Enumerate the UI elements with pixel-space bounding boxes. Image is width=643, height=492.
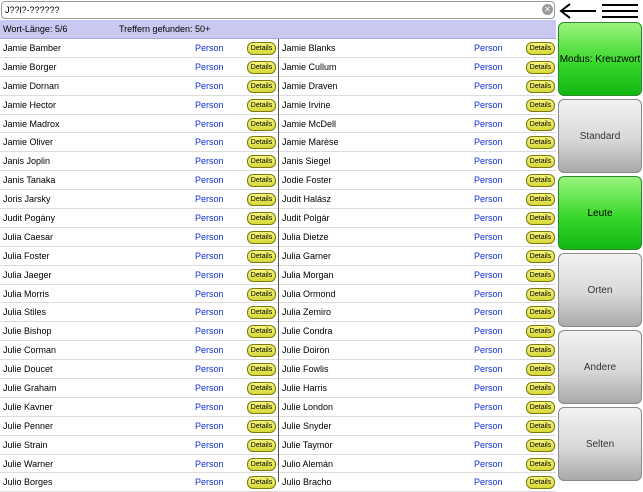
result-type: Person xyxy=(474,99,503,110)
hits-found-label: Treffern gefunden: 50+ xyxy=(119,24,211,34)
result-row[interactable] xyxy=(279,303,556,322)
result-type: Person xyxy=(474,288,503,299)
details-button[interactable]: Details xyxy=(526,269,555,282)
details-button[interactable]: Details xyxy=(526,231,555,244)
details-button[interactable]: Details xyxy=(247,458,276,471)
arrow-left-icon xyxy=(556,0,600,22)
result-type: Person xyxy=(474,269,503,280)
result-type: Person xyxy=(195,458,224,469)
details-button[interactable]: Details xyxy=(526,174,555,187)
details-button[interactable]: Details xyxy=(526,439,555,452)
result-row[interactable] xyxy=(0,285,278,304)
result-type: Person xyxy=(195,43,224,53)
result-name: Julio Alemán xyxy=(282,458,334,469)
result-type: Person xyxy=(195,118,224,129)
details-button[interactable]: Details xyxy=(247,174,276,187)
details-button[interactable]: Details xyxy=(247,344,276,357)
hamburger-menu-icon xyxy=(600,1,640,21)
results-table xyxy=(0,39,556,488)
result-name: Julie Snyder xyxy=(282,420,332,431)
details-button[interactable]: Details xyxy=(247,269,276,282)
result-name: Julie Doiron xyxy=(282,345,330,356)
result-type: Person xyxy=(474,80,503,91)
word-length-label: Wort-Länge: 5/6 xyxy=(3,24,68,34)
details-button[interactable]: Details xyxy=(247,193,276,206)
mode-button-6[interactable]: Selten xyxy=(558,407,642,481)
details-button[interactable]: Details xyxy=(526,476,555,489)
result-row[interactable] xyxy=(0,39,278,58)
result-name: Julie Strain xyxy=(3,439,48,450)
result-type: Person xyxy=(195,250,224,261)
result-row[interactable] xyxy=(279,209,556,228)
result-name: Janis Siegel xyxy=(282,156,331,167)
clear-circle-icon[interactable]: ✕ xyxy=(542,4,553,15)
result-type: Person xyxy=(195,231,224,242)
result-type: Person xyxy=(195,213,224,224)
result-row[interactable] xyxy=(279,398,556,417)
result-type: Person xyxy=(195,99,224,110)
result-type: Person xyxy=(474,175,503,186)
mode-button-1[interactable]: Modus: Kreuzwort xyxy=(558,22,642,96)
details-button[interactable]: Details xyxy=(526,118,555,131)
result-row[interactable] xyxy=(279,417,556,436)
result-type: Person xyxy=(195,345,224,356)
result-name: Julia Morgan xyxy=(282,269,334,280)
result-name: Julia Zemiro xyxy=(282,307,332,318)
details-button[interactable]: Details xyxy=(247,306,276,319)
result-name: Julia Ormond xyxy=(282,288,336,299)
result-type: Person xyxy=(195,401,224,412)
result-name: Julie London xyxy=(282,401,334,412)
result-type: Person xyxy=(195,326,224,337)
result-row[interactable] xyxy=(0,77,278,96)
result-row[interactable] xyxy=(0,209,278,228)
result-row[interactable] xyxy=(0,247,278,266)
details-button[interactable]: Details xyxy=(247,382,276,395)
result-row[interactable] xyxy=(279,247,556,266)
search-input[interactable] xyxy=(1,1,555,19)
result-row[interactable] xyxy=(279,171,556,190)
result-type: Person xyxy=(474,439,503,450)
result-name: Jamie Bamber xyxy=(3,43,62,53)
result-name: Julia Foster xyxy=(3,250,50,261)
result-row[interactable] xyxy=(279,341,556,360)
result-type: Person xyxy=(195,420,224,431)
result-row[interactable] xyxy=(279,152,556,171)
details-button[interactable]: Details xyxy=(247,42,276,55)
result-row[interactable] xyxy=(279,473,556,492)
result-row[interactable] xyxy=(279,266,556,285)
result-row[interactable] xyxy=(279,322,556,341)
details-button[interactable]: Details xyxy=(526,306,555,319)
result-type: Person xyxy=(195,194,224,205)
result-name: Julie Taymor xyxy=(282,439,333,450)
result-name: Julie Harris xyxy=(282,383,328,394)
result-name: Julie Fowlis xyxy=(282,364,329,375)
result-name: Jodie Foster xyxy=(282,175,332,186)
result-type: Person xyxy=(195,269,224,280)
details-button[interactable]: Details xyxy=(526,99,555,112)
result-name: Julie Corman xyxy=(3,345,57,356)
result-row[interactable] xyxy=(279,39,556,58)
result-name: Jamie Cullum xyxy=(282,61,337,72)
details-button[interactable]: Details xyxy=(247,155,276,168)
result-row[interactable] xyxy=(279,360,556,379)
result-name: Julie Bishop xyxy=(3,326,52,337)
details-button[interactable]: Details xyxy=(247,363,276,376)
result-name: Jamie Irvine xyxy=(282,99,331,110)
result-name: Jamie Oliver xyxy=(3,137,54,148)
details-button[interactable]: Details xyxy=(247,439,276,452)
result-name: Julia Garner xyxy=(282,250,332,261)
result-row[interactable] xyxy=(279,285,556,304)
result-row[interactable] xyxy=(279,133,556,152)
result-type: Person xyxy=(195,175,224,186)
result-type: Person xyxy=(195,307,224,318)
result-row[interactable] xyxy=(0,322,278,341)
result-type: Person xyxy=(474,137,503,148)
result-row[interactable] xyxy=(0,133,278,152)
result-type: Person xyxy=(195,156,224,167)
result-row[interactable] xyxy=(279,436,556,455)
result-type: Person xyxy=(474,250,503,261)
result-row[interactable] xyxy=(279,379,556,398)
result-name: Jamie Marèse xyxy=(282,137,339,148)
result-type: Person xyxy=(474,118,503,129)
result-row[interactable] xyxy=(279,77,556,96)
mode-button-2[interactable]: Standard xyxy=(558,99,642,173)
result-type: Person xyxy=(474,401,503,412)
result-row[interactable] xyxy=(0,115,278,134)
result-row[interactable] xyxy=(279,115,556,134)
details-button[interactable]: Details xyxy=(247,136,276,149)
result-type: Person xyxy=(474,326,503,337)
result-row[interactable] xyxy=(0,190,278,209)
back-button[interactable] xyxy=(556,0,600,22)
result-row[interactable] xyxy=(0,360,278,379)
details-button[interactable]: Details xyxy=(247,401,276,414)
result-name: Julia Stiles xyxy=(3,307,47,318)
result-name: Jamie Borger xyxy=(3,61,57,72)
result-type: Person xyxy=(474,61,503,72)
result-name: Jamie Draven xyxy=(282,80,338,91)
result-type: Person xyxy=(195,477,224,488)
result-type: Person xyxy=(195,137,224,148)
result-type: Person xyxy=(474,420,503,431)
result-row[interactable] xyxy=(0,473,278,492)
result-name: Janis Joplin xyxy=(3,156,51,167)
details-button[interactable]: Details xyxy=(526,420,555,433)
result-name: Jamie Blanks xyxy=(282,43,336,53)
details-button[interactable]: Details xyxy=(247,288,276,301)
result-row[interactable] xyxy=(0,455,278,474)
result-row[interactable] xyxy=(0,228,278,247)
result-name: Julie Kavner xyxy=(3,401,53,412)
details-button[interactable]: Details xyxy=(526,155,555,168)
result-type: Person xyxy=(474,213,503,224)
result-type: Person xyxy=(195,439,224,450)
result-type: Person xyxy=(474,43,503,53)
result-row[interactable] xyxy=(0,341,278,360)
mode-button-5[interactable]: Andere xyxy=(558,330,642,404)
result-name: Joris Jarsky xyxy=(3,194,51,205)
result-row[interactable] xyxy=(0,152,278,171)
mode-sidebar xyxy=(556,22,643,482)
result-name: Julia Jaeger xyxy=(3,269,52,280)
result-type: Person xyxy=(195,364,224,375)
result-name: Janis Tanaka xyxy=(3,175,56,186)
result-name: Julie Warner xyxy=(3,458,54,469)
result-type: Person xyxy=(195,383,224,394)
result-name: Julia Morris xyxy=(3,288,50,299)
result-name: Julio Bracho xyxy=(282,477,332,488)
result-type: Person xyxy=(474,307,503,318)
result-name: Jamie Hector xyxy=(3,99,57,110)
details-button[interactable]: Details xyxy=(247,231,276,244)
result-name: Julie Doucet xyxy=(3,364,53,375)
result-name: Julie Graham xyxy=(3,383,57,394)
result-type: Person xyxy=(195,288,224,299)
details-button[interactable]: Details xyxy=(526,61,555,74)
details-button[interactable]: Details xyxy=(526,325,555,338)
result-name: Judit Pogány xyxy=(3,213,56,224)
result-name: Jamie Dornan xyxy=(3,80,60,91)
result-type: Person xyxy=(474,156,503,167)
result-row[interactable] xyxy=(0,436,278,455)
result-type: Person xyxy=(474,231,503,242)
details-button[interactable]: Details xyxy=(247,80,276,93)
result-row[interactable] xyxy=(279,96,556,115)
results-column-right xyxy=(278,39,556,488)
result-row[interactable] xyxy=(0,417,278,436)
result-row[interactable] xyxy=(0,171,278,190)
details-button[interactable]: Details xyxy=(247,99,276,112)
result-row[interactable] xyxy=(279,58,556,77)
result-name: Jamie Madrox xyxy=(3,118,60,129)
details-button[interactable]: Details xyxy=(526,42,555,55)
menu-button[interactable] xyxy=(600,1,640,21)
details-button[interactable]: Details xyxy=(247,61,276,74)
info-bar xyxy=(0,20,556,39)
result-row[interactable] xyxy=(0,303,278,322)
result-row[interactable] xyxy=(0,266,278,285)
result-name: Julie Penner xyxy=(3,420,54,431)
details-button[interactable]: Details xyxy=(526,363,555,376)
details-button[interactable]: Details xyxy=(247,250,276,263)
details-button[interactable]: Details xyxy=(526,136,555,149)
result-name: Julia Dietze xyxy=(282,231,329,242)
result-name: Julio Borges xyxy=(3,477,53,488)
details-button[interactable]: Details xyxy=(526,80,555,93)
mode-button-4[interactable]: Orten xyxy=(558,253,642,327)
results-column-left xyxy=(0,39,278,492)
details-button[interactable]: Details xyxy=(247,212,276,225)
result-type: Person xyxy=(474,477,503,488)
details-button[interactable]: Details xyxy=(247,118,276,131)
result-name: Jamie McDell xyxy=(282,118,337,129)
result-type: Person xyxy=(474,458,503,469)
result-type: Person xyxy=(195,80,224,91)
result-row[interactable] xyxy=(0,96,278,115)
search-bar xyxy=(0,0,556,20)
result-row[interactable] xyxy=(0,398,278,417)
result-type: Person xyxy=(474,194,503,205)
result-type: Person xyxy=(195,61,224,72)
result-name: Judit Polgár xyxy=(282,213,330,224)
details-button[interactable]: Details xyxy=(247,420,276,433)
mode-button-3[interactable]: Leute xyxy=(558,176,642,250)
result-row[interactable] xyxy=(279,228,556,247)
result-row[interactable] xyxy=(0,58,278,77)
details-button[interactable]: Details xyxy=(526,212,555,225)
result-row[interactable] xyxy=(0,379,278,398)
details-button[interactable]: Details xyxy=(526,288,555,301)
details-button[interactable]: Details xyxy=(526,344,555,357)
result-type: Person xyxy=(474,345,503,356)
result-type: Person xyxy=(474,364,503,375)
details-button[interactable]: Details xyxy=(526,382,555,395)
details-button[interactable]: Details xyxy=(526,250,555,263)
details-button[interactable]: Details xyxy=(247,325,276,338)
details-button[interactable]: Details xyxy=(526,458,555,471)
result-type: Person xyxy=(474,383,503,394)
result-row[interactable] xyxy=(279,190,556,209)
result-name: Julie Condra xyxy=(282,326,333,337)
details-button[interactable]: Details xyxy=(247,476,276,489)
result-row[interactable] xyxy=(279,455,556,474)
result-name: Judit Halász xyxy=(282,194,332,205)
result-name: Julia Caesar xyxy=(3,231,54,242)
details-button[interactable]: Details xyxy=(526,401,555,414)
details-button[interactable]: Details xyxy=(526,193,555,206)
